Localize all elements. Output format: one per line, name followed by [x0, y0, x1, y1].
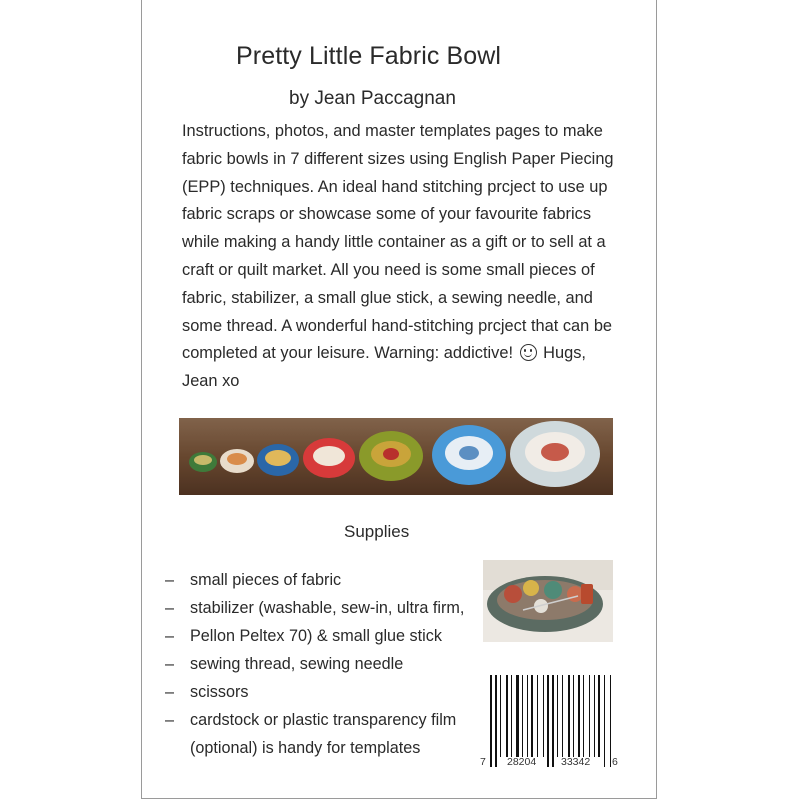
supplies-list — [165, 566, 485, 762]
list-item: – scissors — [165, 683, 249, 701]
barcode — [480, 673, 618, 771]
barcode-bar — [589, 675, 590, 757]
description-text: Instructions, photos, and master templates pages to make fabric bowls in 7 different sizes using English Paper Piecing (EPP) techniques. An ideal hand stitching prcject to use up fabric scraps or showcase some of your favourite fabrics while making a handy little container as a gift or to sell at a craft or quilt market. All you need is some small pieces of fabric, stabilizer, a small glue stick, a sewing needle, and some thread. A wonderful hand-stitching prcject that can be completed at your leisure. Warning: addictive! — [182, 122, 614, 363]
barcode-bar — [500, 675, 501, 757]
list-item: – sewing thread, sewing needle — [165, 655, 404, 673]
barcode-bar — [594, 675, 595, 757]
barcode-bar — [578, 675, 580, 757]
barcode-bar — [562, 675, 563, 757]
author-line: by Jean Paccagnan — [289, 88, 456, 109]
barcode-bar — [490, 675, 492, 767]
barcode-bar — [543, 675, 544, 757]
description — [182, 118, 622, 396]
barcode-bar — [495, 675, 497, 767]
barcode-bar — [516, 675, 519, 757]
list-item-continuation: (optional) is handy for templates — [190, 739, 421, 757]
barcode-bar — [604, 675, 605, 767]
supplies-heading: Supplies — [344, 522, 410, 541]
barcode-bar — [598, 675, 600, 757]
bowl-with-thread-graphic — [483, 560, 613, 642]
list-item: – cardstock or plastic transparency film (optional) is handy for templates — [165, 706, 485, 762]
list-item: – small pieces of fabric — [165, 571, 342, 589]
barcode-bar — [522, 675, 523, 757]
barcode-bar — [506, 675, 508, 757]
barcode-bar — [610, 675, 611, 767]
barcode-bar — [527, 675, 528, 757]
list-item: – Pellon Peltex 70) & small glue stick — [165, 627, 442, 645]
page-title: Pretty Little Fabric Bowl — [236, 42, 502, 70]
barcode-graphic — [480, 673, 618, 771]
list-item: – stabilizer (washable, sew-in, ultra firm, — [165, 599, 465, 617]
barcode-bar — [568, 675, 570, 757]
barcode-bar — [557, 675, 558, 757]
barcode-bar — [537, 675, 538, 757]
bowl-with-thread-photo — [483, 560, 613, 642]
bowls-photo-graphic — [179, 418, 613, 495]
barcode-bar — [583, 675, 584, 757]
barcode-bar — [511, 675, 512, 757]
bowls-photo — [179, 418, 613, 495]
smiley-icon — [520, 344, 537, 361]
barcode-bar — [531, 675, 533, 757]
barcode-bar — [573, 675, 574, 757]
barcode-bar — [547, 675, 549, 767]
description-signoff: Hugs, Jean xo — [182, 344, 586, 391]
barcode-bar — [552, 675, 554, 767]
